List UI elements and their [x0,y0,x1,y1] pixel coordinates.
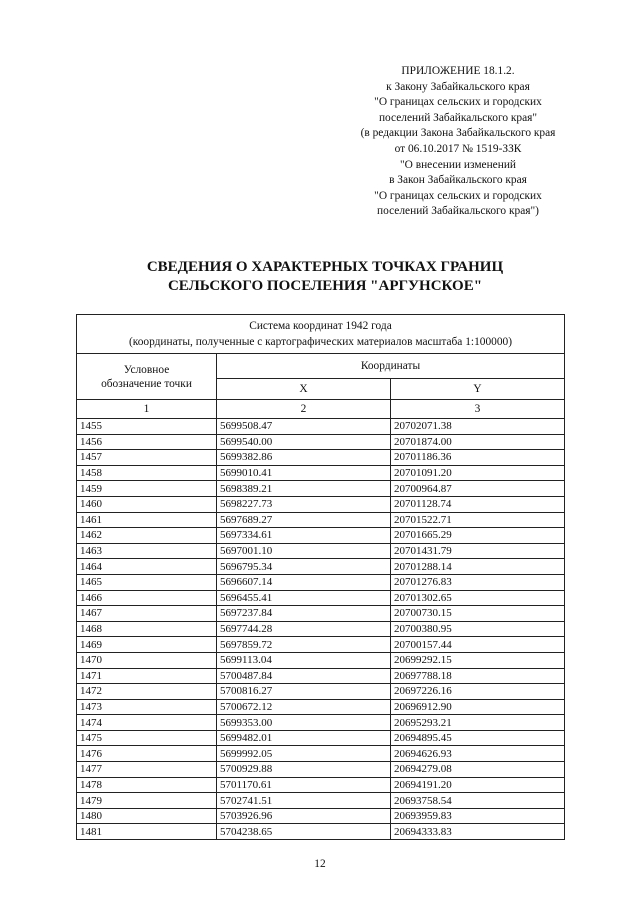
x-coordinate-cell: 5700816.27 [217,684,391,700]
table-row [77,793,565,809]
coordinate-system-note: (координаты, полученные с картографических материалов масштаба 1:100000) [128,336,513,348]
y-coordinate-cell: 20695293.21 [391,715,565,731]
table-row [77,419,565,435]
coordinates-table [76,314,565,840]
y-coordinate-cell: 20693758.54 [391,793,565,809]
y-coordinate-cell: 20701302.65 [391,590,565,606]
table-row [77,450,565,466]
y-coordinate-cell: 20700157.44 [391,637,565,653]
table-row [77,637,565,653]
table-row [77,652,565,668]
page-number: 12 [314,858,326,870]
y-coordinate-cell: 20701128.74 [391,496,565,512]
x-coordinate-cell: 5698389.21 [217,481,391,497]
appendix-line: к Закону Забайкальского края [386,80,530,93]
point-id-cell: 1472 [77,684,217,700]
table-row [77,512,565,528]
y-coordinate-cell: 20694333.83 [391,824,565,840]
x-coordinate-cell: 5699482.01 [217,730,391,746]
point-id-cell: 1460 [77,496,217,512]
x-coordinate-cell: 5700929.88 [217,762,391,778]
table-row [77,715,565,731]
point-id-cell: 1457 [77,450,217,466]
x-coordinate-cell: 5697859.72 [217,637,391,653]
appendix-line: поселений Забайкальского края") [377,205,539,218]
x-coordinate-cell: 5697334.61 [217,528,391,544]
x-coordinate-cell: 5700487.84 [217,668,391,684]
column-number: 3 [391,400,565,419]
y-coordinate-cell: 20696912.90 [391,699,565,715]
appendix-line: "О внесении изменений [399,158,517,171]
y-coordinate-cell: 20701276.83 [391,574,565,590]
y-coordinate-cell: 20699292.15 [391,652,565,668]
point-id-cell: 1477 [77,762,217,778]
appendix-line: поселений Забайкальского края" [378,111,538,124]
x-coordinate-cell: 5699508.47 [217,419,391,435]
x-coordinate-cell: 5702741.51 [217,793,391,809]
y-coordinate-cell: 20701186.36 [391,450,565,466]
table-row [77,528,565,544]
coordinate-system-row [77,315,565,354]
point-id-cell: 1466 [77,590,217,606]
point-id-cell: 1471 [77,668,217,684]
table-row [77,699,565,715]
appendix-line: "О границах сельских и городских [374,96,542,109]
y-coordinate-cell: 20700380.95 [391,621,565,637]
point-id-cell: 1467 [77,606,217,622]
y-column-header: Y [391,379,565,400]
point-id-cell: 1469 [77,637,217,653]
appendix-line: "О границах сельских и городских [374,189,542,202]
title-line-2: СЕЛЬСКОГО ПОСЕЛЕНИЯ "АРГУНСКОЕ" [167,278,483,294]
y-coordinate-cell: 20701091.20 [391,465,565,481]
point-id-cell: 1478 [77,777,217,793]
point-id-cell: 1473 [77,699,217,715]
x-coordinate-cell: 5696455.41 [217,590,391,606]
x-coordinate-cell: 5699353.00 [217,715,391,731]
point-header-line-2: обозначение точки [101,377,192,390]
coordinate-system-cell [77,315,565,354]
y-coordinate-cell: 20700964.87 [391,481,565,497]
table-row [77,496,565,512]
x-coordinate-cell: 5697001.10 [217,543,391,559]
column-number: 1 [77,400,217,419]
table-row [77,684,565,700]
y-coordinate-cell: 20701874.00 [391,434,565,450]
y-coordinate-cell: 20693959.83 [391,808,565,824]
table-row [77,574,565,590]
x-coordinate-cell: 5703926.96 [217,808,391,824]
point-id-cell: 1459 [77,481,217,497]
x-coordinate-cell: 5698227.73 [217,496,391,512]
table-row [77,559,565,575]
point-id-cell: 1468 [77,621,217,637]
table-row [77,808,565,824]
x-coordinate-cell: 5699010.41 [217,465,391,481]
point-id-cell: 1481 [77,824,217,840]
column-number-row [77,400,565,419]
table-row [77,465,565,481]
y-coordinate-cell: 20694279.08 [391,762,565,778]
point-id-cell: 1470 [77,652,217,668]
y-coordinate-cell: 20701288.14 [391,559,565,575]
x-coordinate-cell: 5696607.14 [217,574,391,590]
y-coordinate-cell: 20697788.18 [391,668,565,684]
table-row [77,746,565,762]
x-coordinate-cell: 5697237.84 [217,606,391,622]
table-row [77,621,565,637]
x-coordinate-cell: 5699992.05 [217,746,391,762]
table-row [77,730,565,746]
point-header-line-1: Условное [123,363,170,376]
x-coordinate-cell: 5699540.00 [217,434,391,450]
point-id-cell: 1475 [77,730,217,746]
appendix-header [318,64,598,220]
x-coordinate-cell: 5697689.27 [217,512,391,528]
document-title [80,258,570,296]
x-coordinate-cell: 5704238.65 [217,824,391,840]
table-row [77,606,565,622]
x-coordinate-cell: 5696795.34 [217,559,391,575]
point-id-cell: 1480 [77,808,217,824]
point-id-cell: 1479 [77,793,217,809]
point-id-cell: 1462 [77,528,217,544]
table-row [77,777,565,793]
appendix-line: от 06.10.2017 № 1519-ЗЗК [394,142,522,155]
y-coordinate-cell: 20700730.15 [391,606,565,622]
header-row [77,354,565,379]
x-coordinate-cell: 5697744.28 [217,621,391,637]
point-id-cell: 1476 [77,746,217,762]
column-number: 2 [217,400,391,419]
point-id-cell: 1464 [77,559,217,575]
coordinate-system-title: Система координат 1942 года [249,320,392,332]
table-row [77,668,565,684]
x-coordinate-cell: 5699113.04 [217,652,391,668]
y-coordinate-cell: 20702071.38 [391,419,565,435]
table-row [77,481,565,497]
title-line-1: СВЕДЕНИЯ О ХАРАКТЕРНЫХ ТОЧКАХ ГРАНИЦ [146,259,504,275]
y-coordinate-cell: 20701665.29 [391,528,565,544]
y-coordinate-cell: 20701431.79 [391,543,565,559]
table-row [77,824,565,840]
coordinates-column-header: Координаты [217,354,565,379]
table-row [77,543,565,559]
point-id-cell: 1474 [77,715,217,731]
x-coordinate-cell: 5701170.61 [217,777,391,793]
x-coordinate-cell: 5700672.12 [217,699,391,715]
point-id-cell: 1461 [77,512,217,528]
appendix-line: (в редакции Закона Забайкальского края [360,127,556,140]
point-id-cell: 1458 [77,465,217,481]
table-row [77,434,565,450]
table-row [77,762,565,778]
y-coordinate-cell: 20694895.45 [391,730,565,746]
point-id-cell: 1465 [77,574,217,590]
y-coordinate-cell: 20694626.93 [391,746,565,762]
y-coordinate-cell: 20701522.71 [391,512,565,528]
y-coordinate-cell: 20694191.20 [391,777,565,793]
x-column-header: X [217,379,391,400]
appendix-line: ПРИЛОЖЕНИЕ 18.1.2. [401,65,515,77]
table-row [77,590,565,606]
point-id-cell: 1456 [77,434,217,450]
point-id-cell: 1463 [77,543,217,559]
y-coordinate-cell: 20697226.16 [391,684,565,700]
x-coordinate-cell: 5699382.86 [217,450,391,466]
point-column-header [77,354,217,400]
point-id-cell: 1455 [77,419,217,435]
appendix-line: в Закон Забайкальского края [389,174,527,187]
